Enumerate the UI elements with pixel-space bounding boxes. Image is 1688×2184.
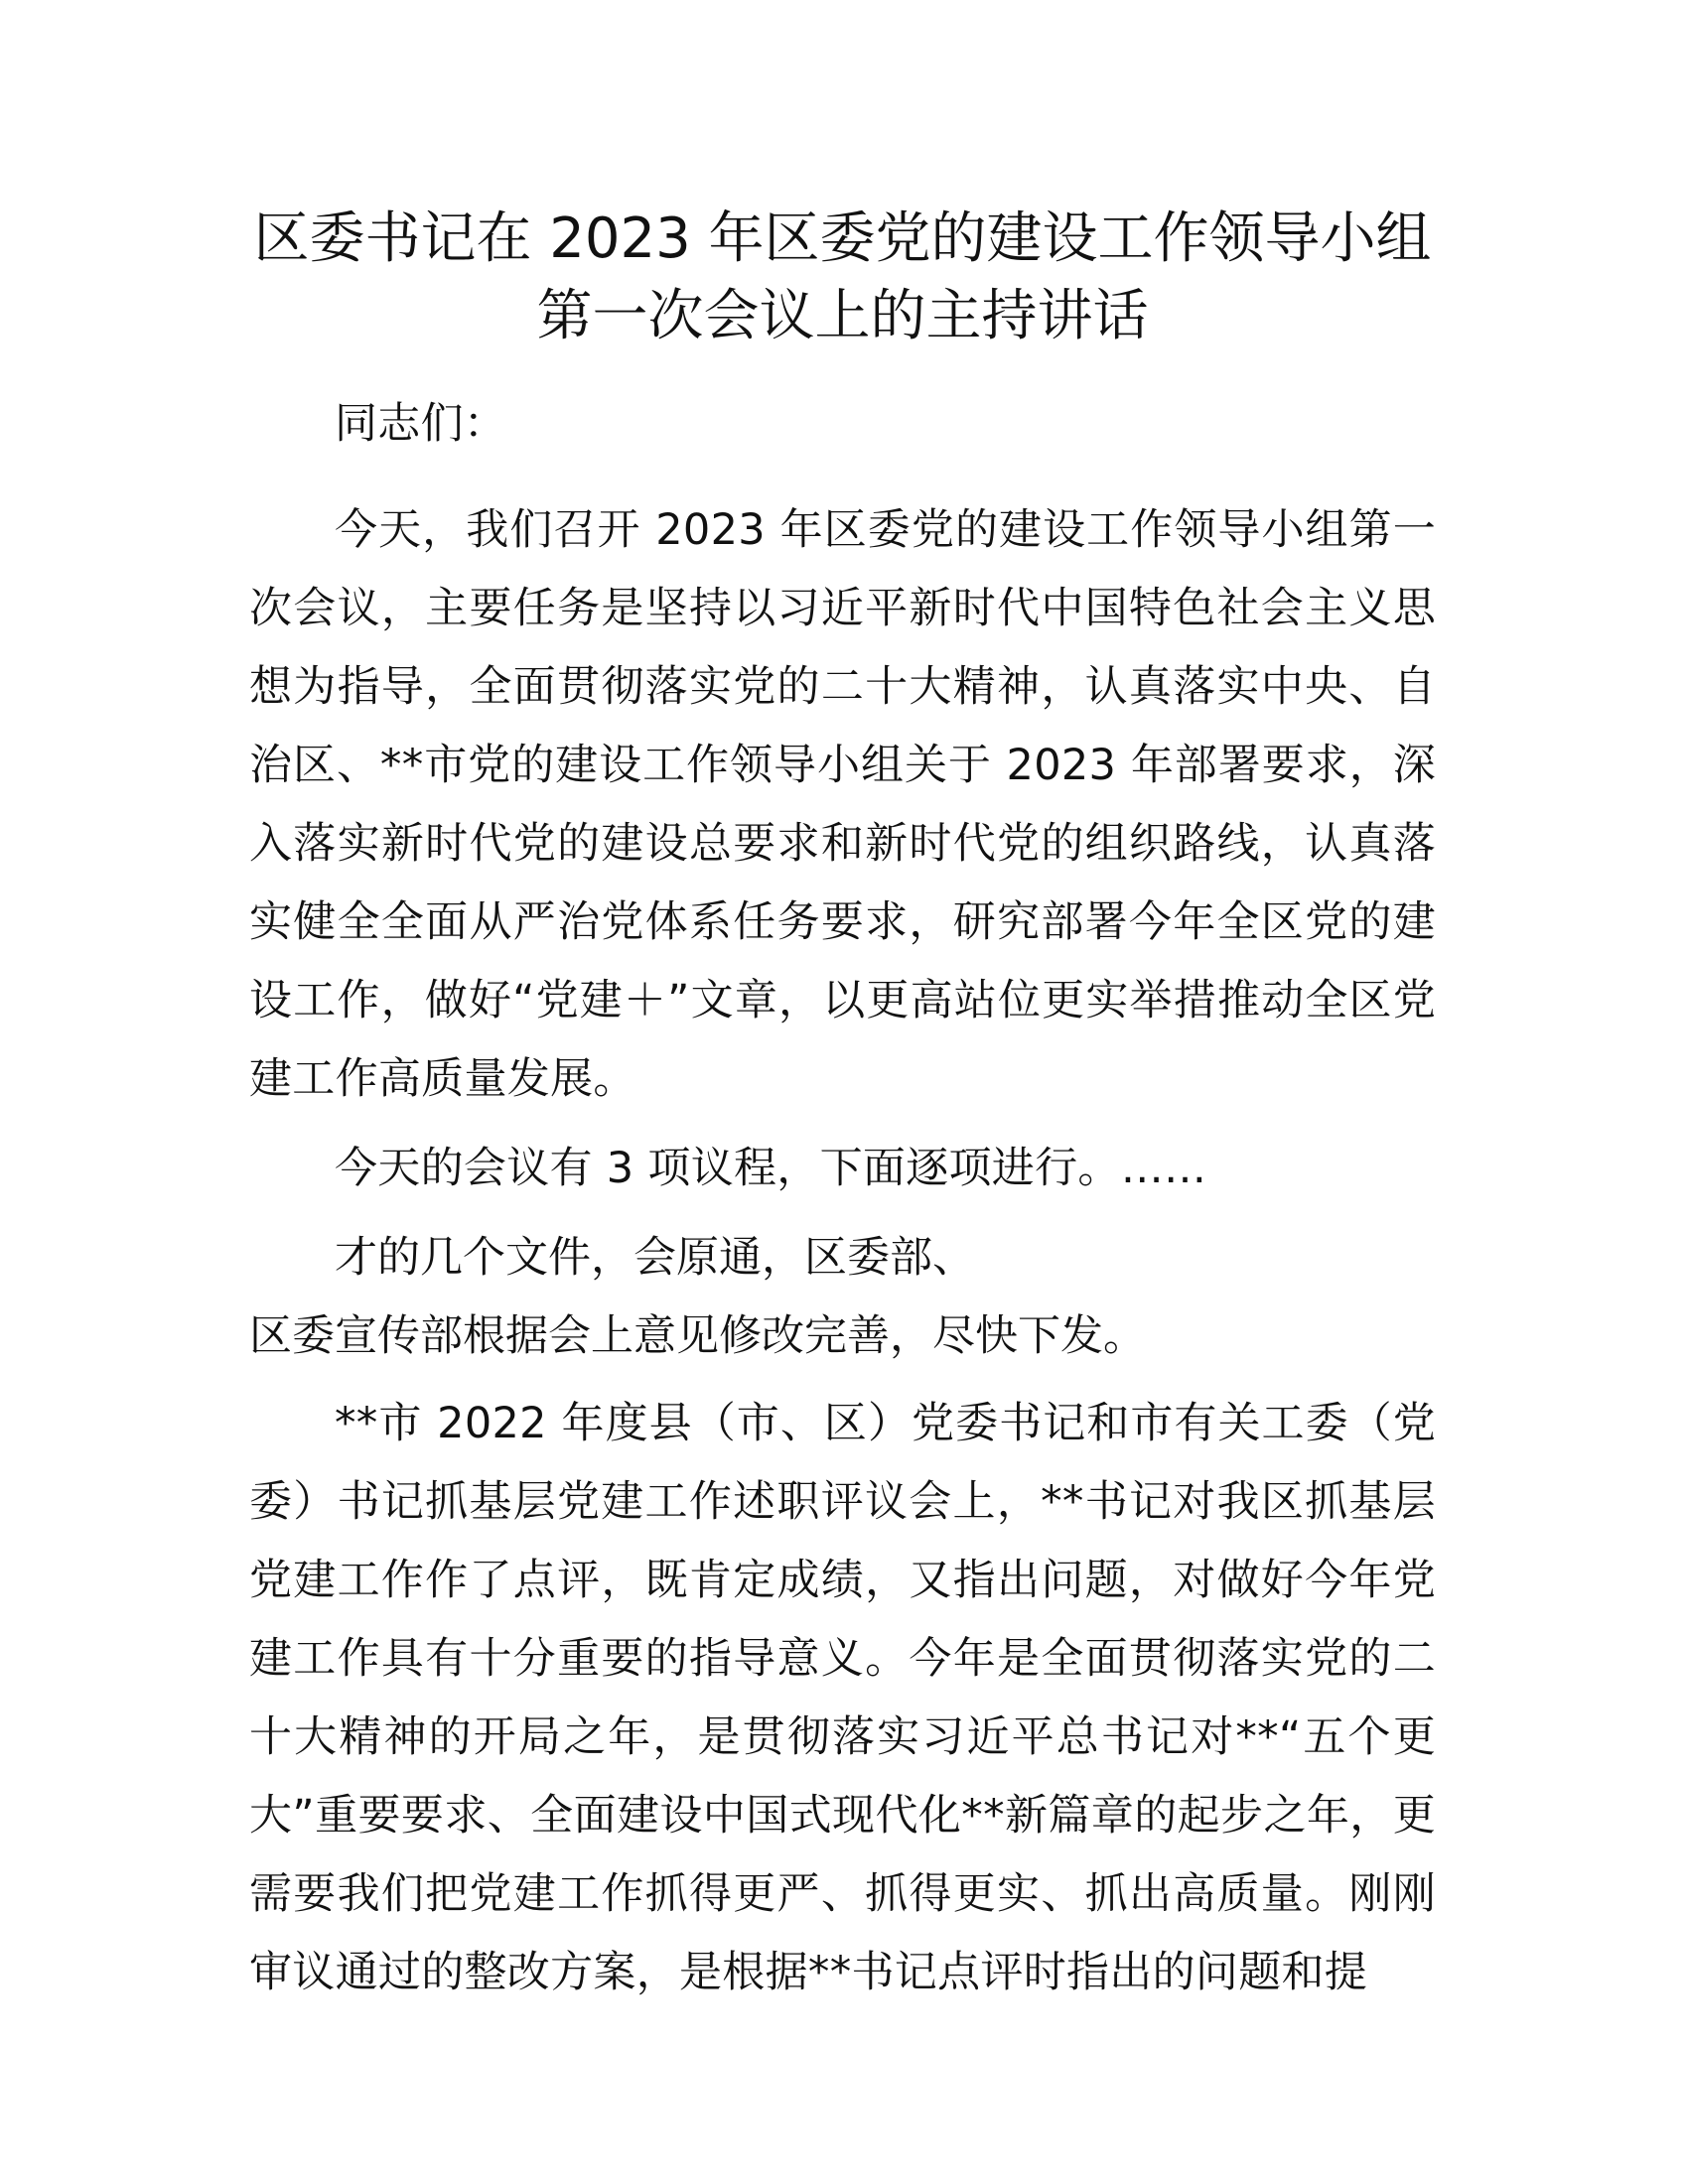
paragraph-agenda: 今天的会议有 3 项议程，下面逐项进行。…… xyxy=(335,1144,1207,1193)
paragraph-review: **市 2022 年度县（市、区）党委书记和市有关工委（党委）书记抓基层党建工作述职评议会上，**书记对我区抓基层党建工作作了点评，既肯定成绩，又指出问题，对做好今年党建工作具有十分重要的指导意义。今年是全面贯彻落实党的二十大精神的开局之年，是贯彻落实习近平总书记对**“五个更大”重要要求、全面建设中国式现代化**新篇章的起步之年，更需要我们把党建工作抓得更严、抓得更实、抓出高质量。刚刚审议通过的整改方案，是根据**书记点评时指出的问题和提 xyxy=(249,1399,1436,1997)
title-line-1: 区委书记在 2023 年区委党的建设工作领导小组 xyxy=(253,206,1432,271)
document-title xyxy=(249,201,1436,355)
paragraph-fragment xyxy=(249,1219,1436,1376)
title-line-2: 第一次会议上的主持讲话 xyxy=(536,284,1149,348)
document-body xyxy=(249,201,1436,2023)
fragment-line-2: 区委宣传部根据会上意见修改完善，尽快下发。 xyxy=(249,1311,1146,1361)
fragment-line-1: 才的几个文件，会原通，区委部、 xyxy=(335,1233,975,1283)
paragraph-opening: 今天，我们召开 2023 年区委党的建设工作领导小组第一次会议，主要任务是坚持以习近平新时代中国特色社会主义思想为指导，全面贯彻落实党的二十大精神，认真落实中央、自治区、**市党的建设工作领导小组关于 2023 年部署要求，深入落实新时代党的建设总要求和新时代党的组织路线，认真落实健全全面从严治党体系任务要求，研究部署今年全区党的建设工作，做好“党建＋”文章，以更高站位更实举措推动全区党建工作高质量发展。 xyxy=(249,505,1436,1104)
greeting: 同志们： xyxy=(335,399,507,449)
